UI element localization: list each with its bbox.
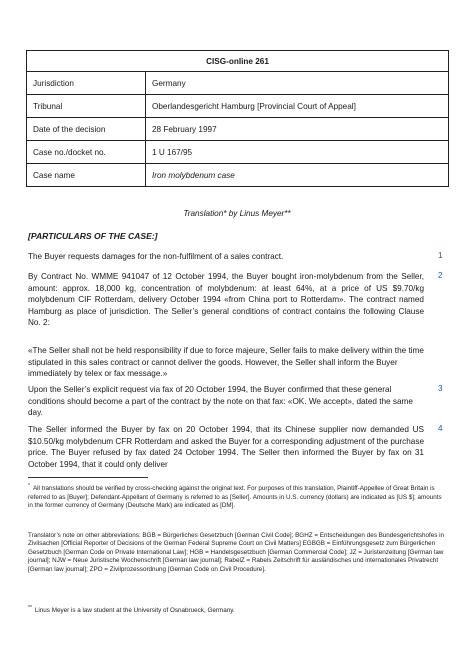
paragraph-4: The Seller informed the Buyer by fax on 20 October 1994, that its Chinese supplier now demanded US $10.50/kg molybdenum CFR Rotterdam and asked the Buyer for a corresponding adjustment of the purchase price. The Buyer refused by fax dated 24 October 1994. The Seller then informed the Buyer by fax on 31 October 1994, that it could only deliver bbox=[28, 425, 424, 469]
footnote-3 bbox=[28, 604, 446, 616]
paragraph-number: 1 bbox=[438, 251, 443, 260]
case-info-table bbox=[26, 50, 449, 187]
footnote-text: Translator’s note on other abbreviations: BGB = Bürgerliches Gesetzbuch [German Civil Code]; BGHZ = Entscheidungen des Bundesgerichtshofes in Zivilsachen [Official Reporter of Decisions of the German Federal Supreme Court on Civil Matters] EGBGB = Einführungsgesetz zum Bürgerlichen Gesetzbuch [German Code on Private International Law]; HGB = Handelsgesetzbuch [German Commercial Code]; JZ = Juristenzeitung [German law journal]; NJW = Neue Juristische Wochenschrift [German law journal]; RabelZ = Rabels Zeitschrift für ausländisches und internationales Privatrecht [German law journal]; ZPO = Zivilprozessordnung [German Code on Civil Procedure]. bbox=[28, 532, 445, 573]
footnote-marker: ** bbox=[28, 605, 32, 611]
paragraph-3: Upon the Seller’s explicit request via fax of 20 October 1994, the Buyer confirmed that these general conditions should become a part of the contract by the note on that fax: «OK. We accept», dated the same day. bbox=[28, 385, 413, 418]
section-heading: [PARTICULARS OF THE CASE:] bbox=[28, 231, 158, 241]
quoted-clause: «The Seller shall not be held responsibility if due to force majeure, Seller fails to make delivery within the time stipulated in this sales contract or cannot deliver the goods. However, the Seller shall inform the Buyer immediately by telex or fax message.» bbox=[28, 346, 424, 379]
paragraph-number: 3 bbox=[438, 384, 443, 393]
translation-credit: Translation* by Linus Meyer** bbox=[183, 209, 291, 218]
row-value: Germany bbox=[146, 72, 449, 95]
case-row-date bbox=[27, 118, 449, 141]
case-row-tribunal bbox=[27, 95, 449, 118]
case-title-row bbox=[27, 51, 449, 72]
footnote-divider bbox=[28, 477, 148, 478]
case-row-jurisdiction bbox=[27, 72, 449, 95]
case-row-docket bbox=[27, 141, 449, 164]
row-label: Case name bbox=[27, 164, 146, 187]
case-row-name bbox=[27, 164, 449, 187]
row-value: Oberlandesgericht Hamburg [Provincial Court of Appeal] bbox=[146, 95, 449, 118]
footnote-text: All translations should be verified by cross-checking against the original text. For purposes of this translation, Plaintiff-Appellee of Great Britain is referred to as [Buyer]; Defendant-Appellant of Germany is referred to as [Seller]. Amounts in U.S. currency (dollars) are indicated as [US $]; amounts in the former currency of Germany (Deutsche Mark) are indicated as [DM]. bbox=[28, 485, 442, 509]
paragraph-number: 2 bbox=[438, 271, 443, 280]
row-label: Date of the decision bbox=[27, 118, 146, 141]
row-value: Iron molybdenum case bbox=[146, 164, 449, 187]
row-label: Jurisdiction bbox=[27, 72, 146, 95]
footnote-marker: * bbox=[28, 483, 30, 489]
footnote-text: Linus Meyer is a law student at the University of Osnabrueck, Germany. bbox=[34, 607, 235, 615]
footnote-2 bbox=[28, 532, 446, 574]
paragraph-1: The Buyer requests damages for the non-fulfilment of a sales contract. bbox=[28, 252, 284, 261]
row-label: Tribunal bbox=[27, 95, 146, 118]
footnote-1 bbox=[28, 482, 446, 510]
paragraph-number: 4 bbox=[438, 424, 443, 433]
case-title: CISG-online 261 bbox=[27, 51, 449, 72]
paragraph-2: By Contract No. WMME 941047 of 12 October 1994, the Buyer bought iron-molybdenum from the Seller, amount: approx. 18,000 kg, concentration of molybdenum: at least 64%, at a price of US $9.70/kg molybdenum CIF Rotterdam, delivery October 1994 «from China port to Rotterdam». The contract named Hamburg as place of jurisdiction. The Seller’s general conditions of contract contains the following Clause No. 2: bbox=[28, 272, 424, 328]
row-value: 28 February 1997 bbox=[146, 118, 449, 141]
row-label: Case no./docket no. bbox=[27, 141, 146, 164]
row-value: 1 U 167/95 bbox=[146, 141, 449, 164]
